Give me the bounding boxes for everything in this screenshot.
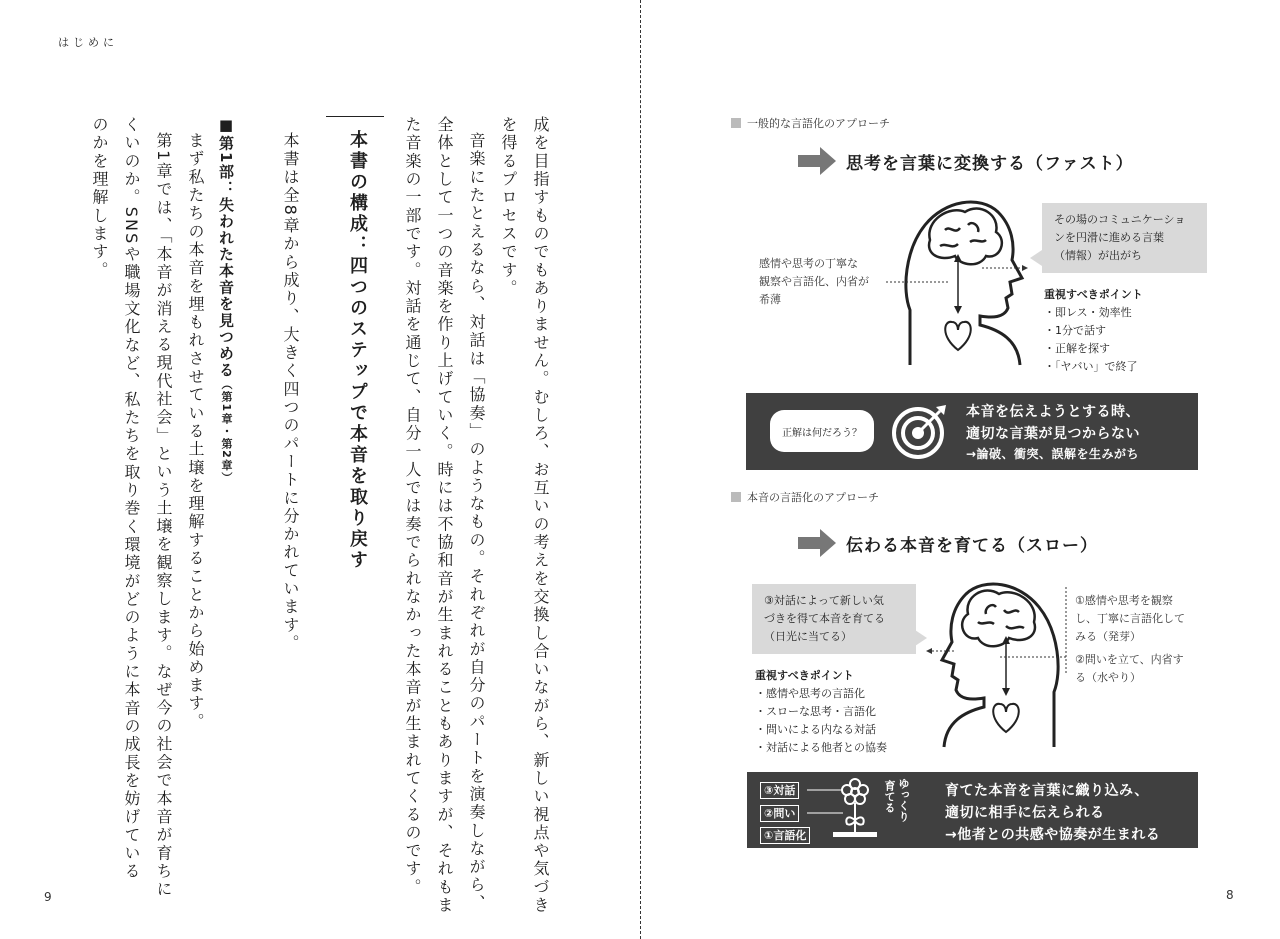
note-line: 感情や思考の丁寧な (759, 257, 858, 270)
section1-title (798, 147, 1134, 175)
heading-rule (326, 116, 384, 117)
note-line: る（水やり） (1075, 671, 1141, 684)
flower-icon (807, 778, 887, 846)
note-line: づきを得て本音を育てる (764, 612, 885, 625)
right-arrow-icon (798, 529, 836, 557)
note-line: その場のコミュニケーショ (1054, 213, 1186, 226)
body-column: くいのか。SNSや職場文化など、私たちを取り巻く環境がどのように本音の成長を妨げている (122, 116, 141, 881)
part-chapters: （第1章・第2章） (220, 378, 233, 485)
target-icon (892, 403, 948, 459)
point-item: ・感情や思考の言語化 (755, 687, 865, 700)
section-heading: 本書の構成：四つのステップで本音を取り戻す (347, 130, 368, 571)
section1-gray-note (1042, 203, 1207, 273)
point-item: ・1分で話す (1044, 324, 1106, 337)
speech-arrow (982, 262, 1032, 282)
note-line: （情報）が出がち (1054, 249, 1142, 262)
result-line: →論破、衝突、誤解を生みがち (966, 447, 1140, 461)
page-number-left: 9 (44, 890, 52, 904)
body-column: まず私たちの本音を埋もれさせている土壌を理解することから始めます。 (186, 132, 205, 731)
body-column: 成を目指すものでもありません。むしろ、お互いの考えを交換し合いながら、新しい視点や気づき (531, 116, 550, 915)
speech-arrow (926, 646, 956, 656)
section1-title-text: 思考を言葉に変換する（ファスト） (846, 153, 1134, 174)
note-line: し、丁寧に言語化して (1075, 612, 1185, 625)
section2-result-box (747, 772, 1198, 848)
section1-left-note (759, 255, 869, 309)
result-line: 適切に相手に伝えられる (945, 805, 1105, 821)
section2-title-text: 伝わる本音を育てる（スロー） (846, 535, 1098, 556)
slow-label: ゆっくり (897, 778, 910, 822)
callout-tail (1030, 250, 1044, 266)
section1-label-text: 一般的な言語化のアプローチ (747, 117, 890, 130)
section2-right-note2 (1075, 651, 1184, 687)
body-column: 本書は全8章から成り、大きく四つのパートに分かれています。 (281, 132, 300, 653)
section2-points (755, 667, 887, 757)
note-line: ③対話によって新しい気 (764, 594, 884, 607)
body-column: た音楽の一部です。対話を通じて、自分一人では奏でられなかった本音が生まれてくるのです。 (403, 116, 422, 897)
page-divider (640, 0, 641, 939)
slow-label: 育てる (883, 780, 896, 813)
point-item: ・スローな思考・言語化 (755, 705, 876, 718)
point-item: ・「ヤバい」で終了 (1044, 360, 1138, 373)
square-bullet-icon (731, 118, 741, 128)
body-column: のかを理解します。 (90, 116, 109, 280)
bracket-connector (1000, 585, 1072, 685)
part-title: ■第1部：失われた本音を見つめる (217, 116, 235, 379)
section1-points (1044, 286, 1143, 376)
page-number-right: 8 (1226, 888, 1234, 902)
note-line: ンを円滑に進める言葉 (1054, 231, 1164, 244)
section2-label (731, 489, 879, 505)
point-item: ・問いによる内なる対話 (755, 723, 876, 736)
question-bubble: 正解は何だろう？ (770, 410, 874, 452)
section1-result-text (966, 401, 1140, 463)
body-column: 第1章では、「本音が消える現代社会」という土壌を観察します。なぜ今の社会で本音が育ちに (154, 132, 173, 899)
section2-label-text: 本音の言語化のアプローチ (747, 491, 879, 504)
running-head: はじめに (58, 36, 118, 49)
result-line: →他者との共感や協奏が生まれる (945, 827, 1161, 843)
result-line: 本音を伝えようとする時、 (966, 404, 1140, 420)
result-line: 育てた本音を言葉に織り込み、 (945, 783, 1149, 799)
part-heading (216, 116, 237, 484)
note-line: 希薄 (759, 293, 781, 306)
section2-gray-note (752, 584, 916, 654)
note-line: 観察や言語化、内省が (759, 275, 869, 288)
section1-label (731, 115, 890, 131)
note-line: （日光に当てる） (764, 630, 852, 643)
body-column: 音楽にたとえるなら、対話は「協奏」のようなもの。それぞれが自分のパートを演奏しながら、 (467, 132, 486, 913)
result-line: 適切な言葉が見つからない (966, 426, 1140, 442)
section2-result-text (945, 780, 1160, 846)
point-item: ・対話による他者との協奏 (755, 741, 887, 754)
step-label: ③対話 (760, 782, 799, 799)
note-line: みる（発芽） (1075, 630, 1141, 643)
point-item: ・正解を探す (1044, 342, 1110, 355)
point-item: ・即レス・効率性 (1044, 306, 1132, 319)
square-bullet-icon (731, 492, 741, 502)
step-label: ②問い (760, 805, 799, 822)
right-arrow-icon (798, 147, 836, 175)
section2-title (798, 529, 1098, 557)
step-label: ①言語化 (760, 827, 810, 844)
section1-result-box (746, 393, 1198, 470)
body-column: を得るプロセスです。 (499, 116, 518, 298)
note-line: ②問いを立て、内省す (1075, 653, 1184, 666)
points-title: 重視すべきポイント (755, 669, 854, 682)
note-line: ①感情や思考を観察 (1075, 594, 1173, 607)
body-column: 全体として一つの音楽を作り上げていく。時には不協和音が生まれることもありますが、それもま (435, 116, 454, 915)
points-title: 重視すべきポイント (1044, 288, 1143, 301)
section2-right-note1 (1075, 592, 1185, 646)
